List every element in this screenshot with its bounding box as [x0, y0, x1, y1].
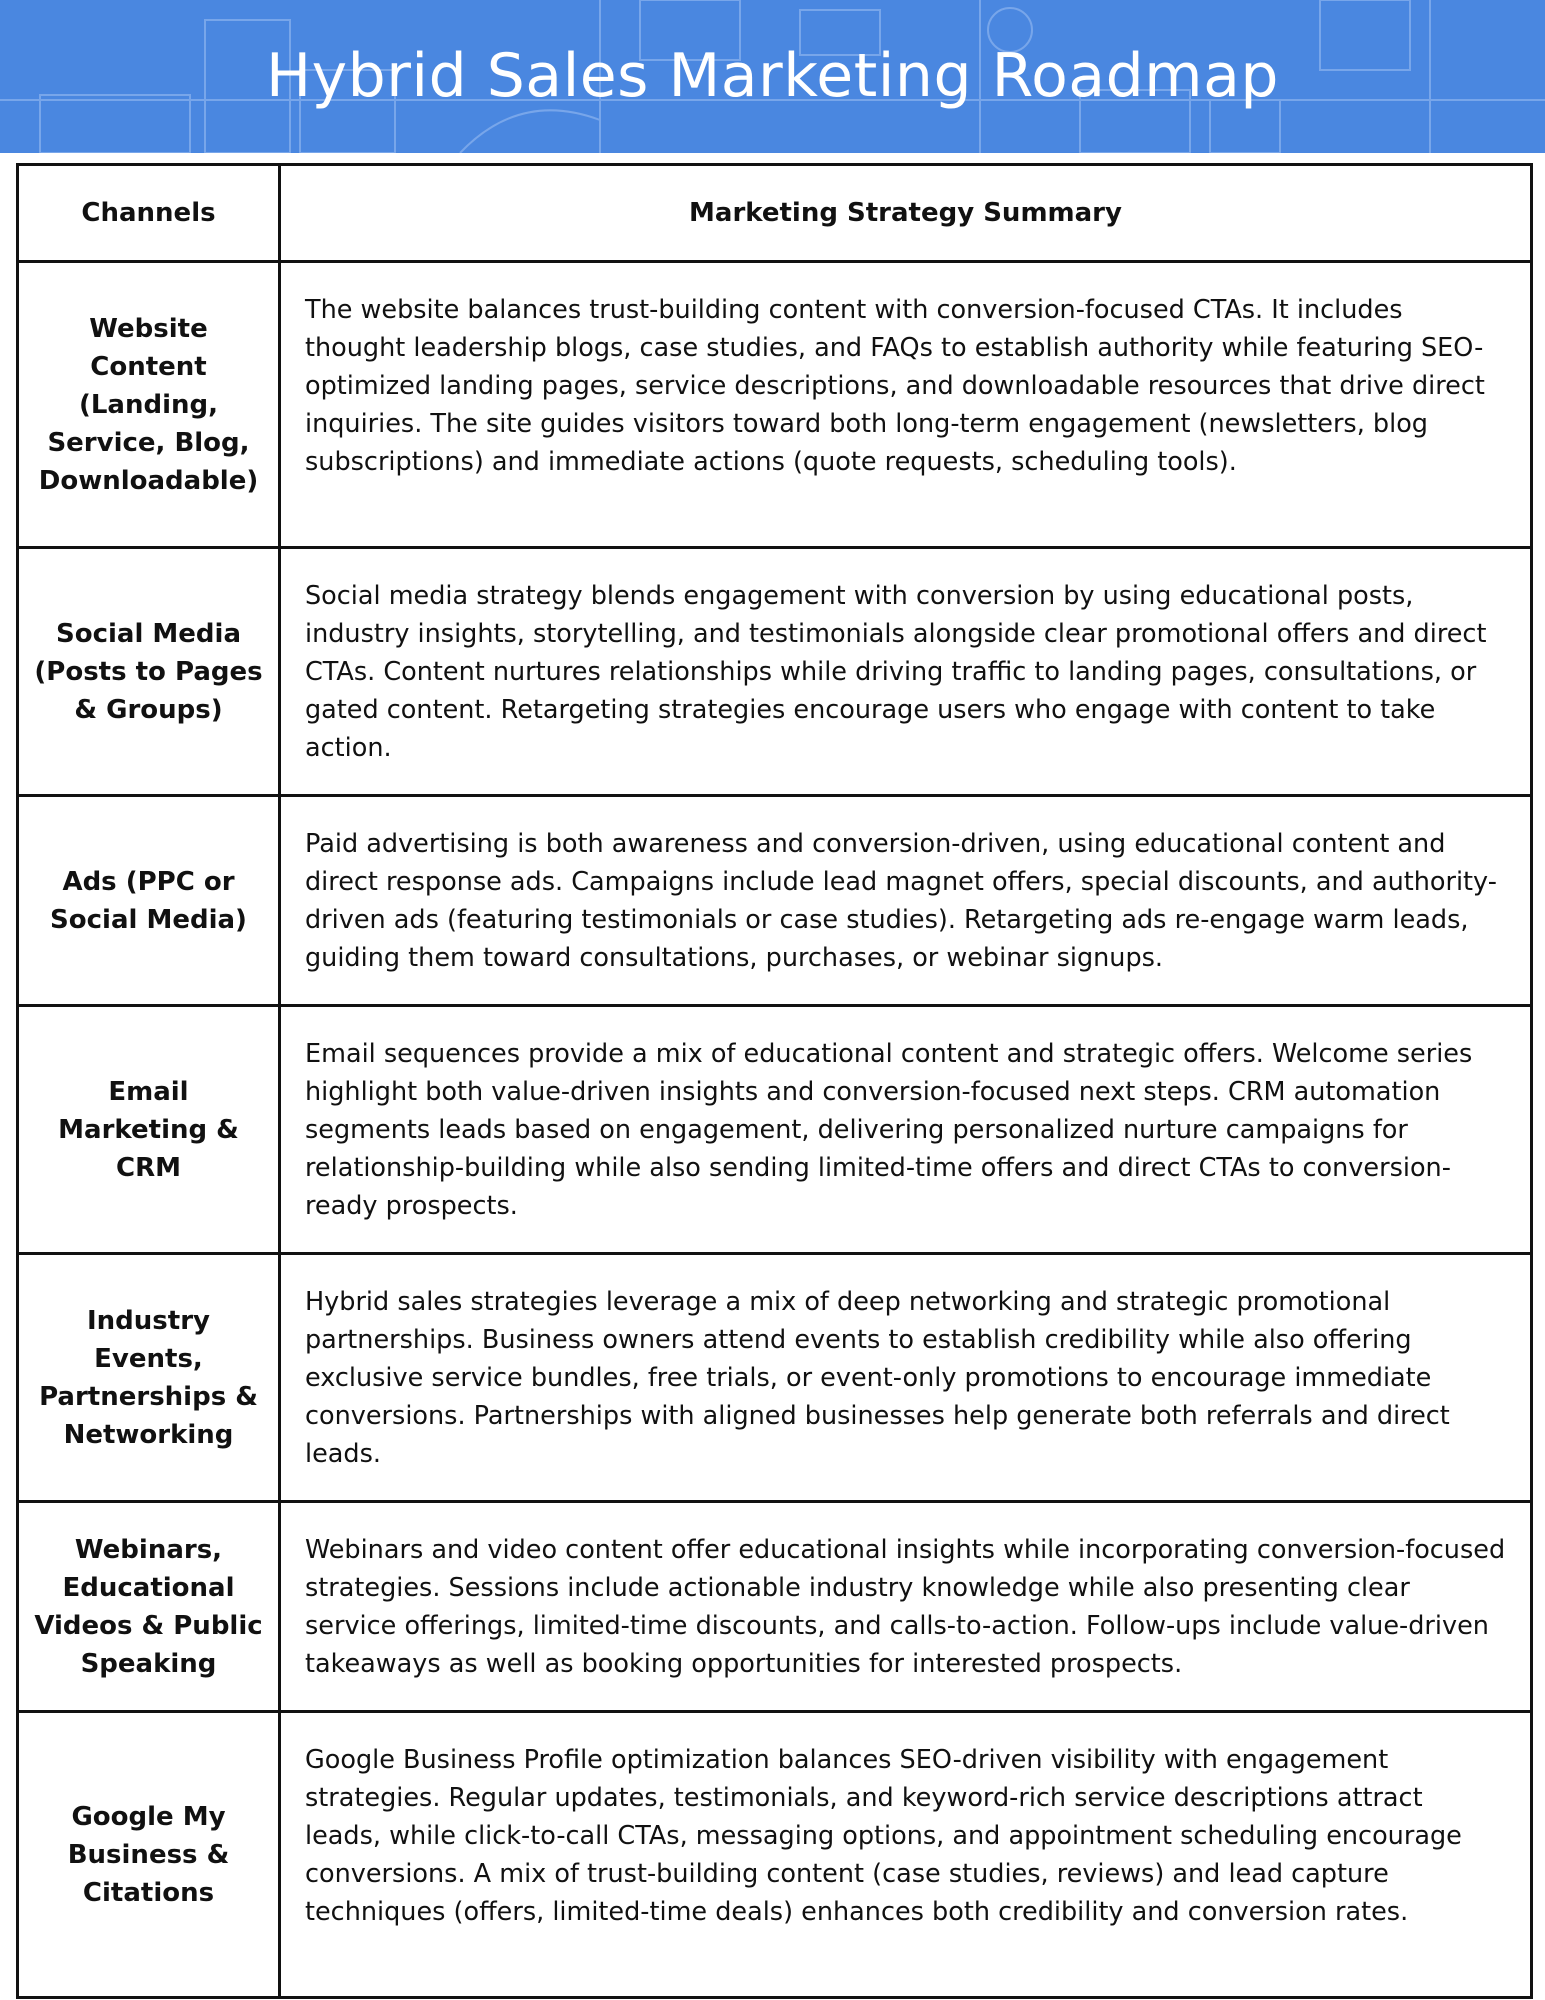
table-row — [18, 1254, 1532, 1502]
page-title: Hybrid Sales Marketing Roadmap — [266, 41, 1279, 111]
summary-cell: Hybrid sales strategies leverage a mix of deep networking and strategic promotional partnerships. Business owners attend events to establish credibility while also offering exclusive service bundles, free trials, or event-only promotions to encourage immediate conversions. Partnerships with aligned businesses help generate both referrals and direct leads. — [280, 1254, 1532, 1502]
channel-cell: Google My Business & Citations — [18, 1712, 280, 1998]
summary-cell: Paid advertising is both awareness and conversion-driven, using educational content and direct response ads. Campaigns include lead magnet offers, special discounts, and authority-driven ads (featuring testimonials or case studies). Retargeting ads re-engage warm leads, guiding them toward consultations, purchases, or webinar signups. — [280, 796, 1532, 1006]
channel-cell: Industry Events, Partnerships & Networking — [18, 1254, 280, 1502]
table-row — [18, 1712, 1532, 1998]
table-row — [18, 1006, 1532, 1254]
column-header-strategy-summary: Marketing Strategy Summary — [280, 165, 1532, 262]
summary-cell: Webinars and video content offer educational insights while incorporating conversion-focused strategies. Sessions include actionable industry knowledge while also presenting clear service offerings, limited-time discounts, and calls-to-action. Follow-ups include value-driven takeaways as well as booking opportunities for interested prospects. — [280, 1502, 1532, 1712]
channel-cell: Social Media (Posts to Pages & Groups) — [18, 548, 280, 796]
channel-cell: Webinars, Educational Videos & Public Speaking — [18, 1502, 280, 1712]
table-row — [18, 796, 1532, 1006]
table-row — [18, 1502, 1532, 1712]
channel-cell: Email Marketing & CRM — [18, 1006, 280, 1254]
table-row — [18, 548, 1532, 796]
header-banner — [0, 0, 1545, 153]
table-row — [18, 262, 1532, 548]
summary-cell: Email sequences provide a mix of educational content and strategic offers. Welcome series highlight both value-driven insights and conversion-focused next steps. CRM automation segments leads based on engagement, delivering personalized nurture campaigns for relationship-building while also sending limited-time offers and direct CTAs to conversion-ready prospects. — [280, 1006, 1532, 1254]
summary-cell: Social media strategy blends engagement with conversion by using educational posts, industry insights, storytelling, and testimonials alongside clear promotional offers and direct CTAs. Content nurtures relationships while driving traffic to landing pages, consultations, or gated content. Retargeting strategies encourage users who engage with content to take action. — [280, 548, 1532, 796]
channel-cell: Ads (PPC or Social Media) — [18, 796, 280, 1006]
summary-cell: Google Business Profile optimization balances SEO-driven visibility with engagement strategies. Regular updates, testimonials, and keyword-rich service descriptions attract leads, while click-to-call CTAs, messaging options, and appointment scheduling encourage conversions. A mix of trust-building content (case studies, reviews) and lead capture techniques (offers, limited-time deals) enhances both credibility and conversion rates. — [280, 1712, 1532, 1998]
summary-cell: The website balances trust-building content with conversion-focused CTAs. It includes thought leadership blogs, case studies, and FAQs to establish authority while featuring SEO-optimized landing pages, service descriptions, and downloadable resources that drive direct inquiries. The site guides visitors toward both long-term engagement (newsletters, blog subscriptions) and immediate actions (quote requests, scheduling tools). — [280, 262, 1532, 548]
channel-cell: Website Content (Landing, Service, Blog, Downloadable) — [18, 262, 280, 548]
table-header-row — [18, 165, 1532, 262]
roadmap-table — [16, 163, 1533, 1999]
column-header-channels: Channels — [18, 165, 280, 262]
